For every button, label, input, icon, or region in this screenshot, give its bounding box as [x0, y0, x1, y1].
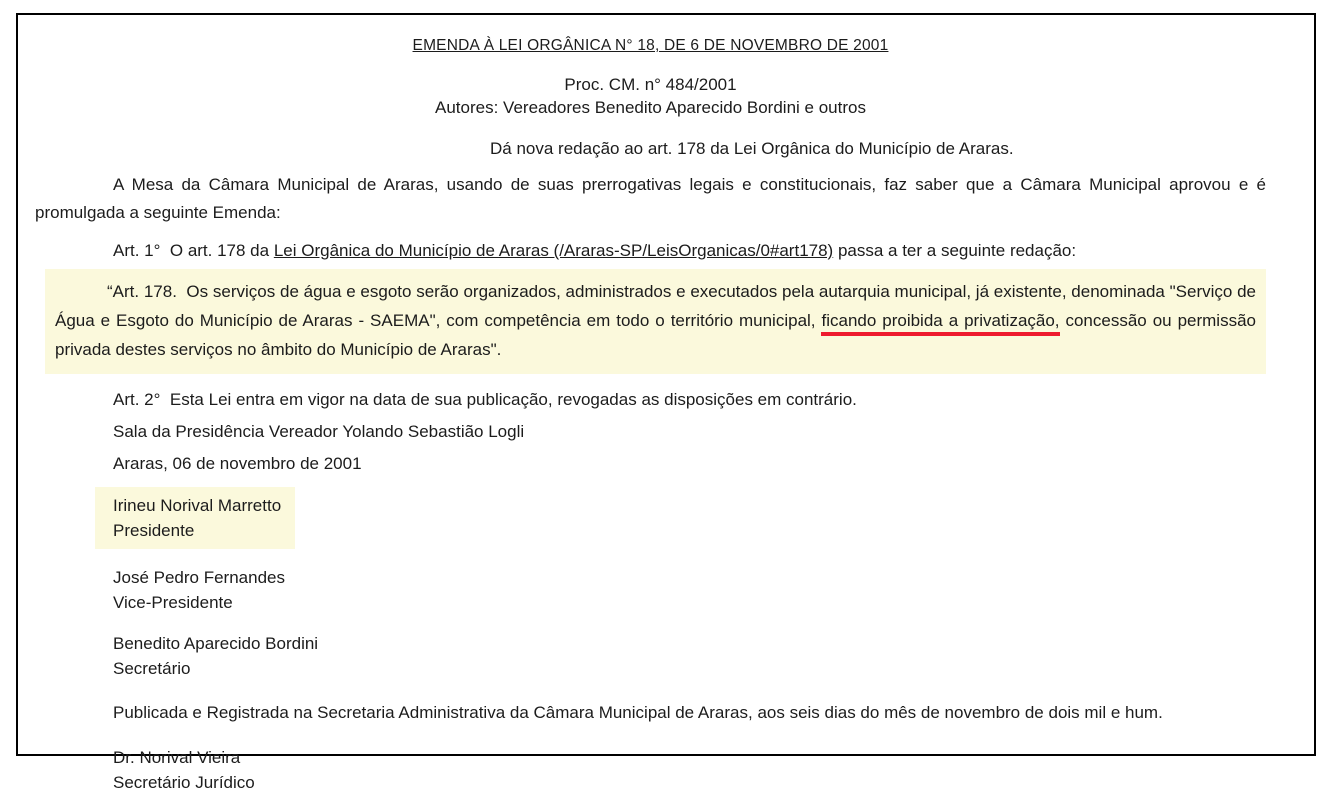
- signature-vice-president-role: Vice-Presidente: [113, 593, 233, 612]
- signature-secretary: [113, 631, 1266, 681]
- article-2-paragraph: Art. 2° Esta Lei entra em vigor na data de sua publicação, revogadas as disposições em contrário.: [113, 390, 857, 409]
- article-1-suffix: passa a ter a seguinte redação:: [833, 241, 1077, 260]
- document-title: EMENDA À LEI ORGÂNICA N° 18, DE 6 DE NOVEMBRO DE 2001: [412, 37, 889, 54]
- preamble-paragraph: A Mesa da Câmara Municipal de Araras, usando de suas prerrogativas legais e constitucionais, faz saber que a Câmara Municipal aprovou e é promulgada a seguinte Emenda:: [35, 175, 1266, 222]
- date-line: Araras, 06 de novembro de 2001: [113, 454, 362, 473]
- signature-vice-president-name: José Pedro Fernandes: [113, 568, 285, 587]
- article-178-text-part1: “Art. 178. Os serviços de água e esgoto serão organizados, administrados e executados pela autarquia municipal, já existente, denominada "Serviço de Água e Esgoto do Município de Araras - SAEMA", com competência em todo o território municipal,: [55, 282, 1256, 330]
- signature-secretary-role: Secretário: [113, 659, 191, 678]
- authors-line: Autores: Vereadores Benedito Aparecido Bordini e outros: [435, 98, 866, 117]
- signature-legal-secretary-role: Secretário Jurídico: [113, 773, 255, 792]
- article-178-text-part2: concessão ou permissão privada destes serviços no âmbito do Município de Araras".: [55, 311, 1256, 359]
- signature-legal-secretary: [113, 745, 1266, 795]
- signature-president-role: Presidente: [113, 521, 195, 540]
- signature-secretary-name: Benedito Aparecido Bordini: [113, 634, 319, 653]
- article-1-prefix: Art. 1° O art. 178 da: [113, 241, 274, 260]
- signature-president: [95, 487, 295, 549]
- process-number: Proc. CM. n° 484/2001: [564, 75, 737, 94]
- red-underlined-phrase: ficando proibida a privatização,: [821, 311, 1059, 336]
- signature-vice-president: [113, 565, 1266, 615]
- signature-legal-secretary-name: Dr. Norival Vieira: [113, 748, 241, 767]
- article-178-quoted-block: [45, 269, 1266, 374]
- publication-line: Publicada e Registrada na Secretaria Administrativa da Câmara Municipal de Araras, aos seis dias do mês de novembro de dois mil e hum.: [113, 703, 1163, 722]
- signature-president-name: Irineu Norival Marretto: [113, 496, 282, 515]
- organic-law-link[interactable]: Lei Orgânica do Município de Araras (/Araras-SP/LeisOrganicas/0#art178): [273, 241, 834, 260]
- place-line: Sala da Presidência Vereador Yolando Sebastião Logli: [113, 422, 525, 441]
- article-1-paragraph: [35, 241, 1266, 261]
- ementa-summary: Dá nova redação ao art. 178 da Lei Orgânica do Município de Araras.: [490, 139, 1014, 158]
- document-page: [16, 13, 1316, 792]
